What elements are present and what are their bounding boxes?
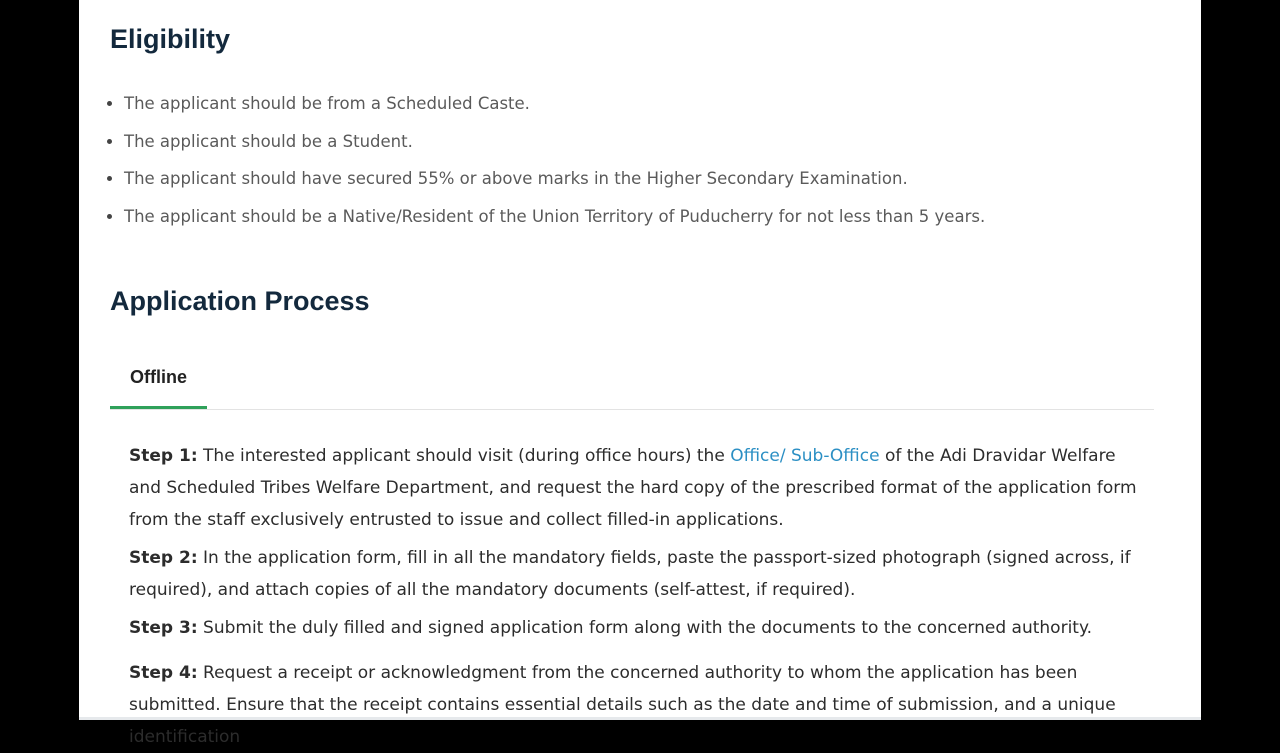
step-label: Step 2: — [129, 548, 198, 568]
step-1: Step 1: The interested applicant should visit (during office hours) the Office/ Sub-Office of the Adi Dravidar Welfare and Scheduled Tribes Welfare Department, and request the hard copy of the prescribed format of the application form from the staff exclusively entrusted to issue and collect filled-in applications. — [129, 446, 1137, 530]
application-steps — [129, 440, 1149, 753]
step-label: Step 3: — [129, 618, 198, 638]
eligibility-heading: Eligibility — [110, 24, 231, 54]
application-mode-tabs — [110, 352, 1154, 410]
eligibility-item: • The applicant should be from a Scheduled Caste. — [124, 86, 1204, 124]
eligibility-item: • The applicant should be a Student. — [124, 124, 1204, 162]
office-sub-office-link[interactable]: Office/ Sub-Office — [730, 446, 880, 466]
eligibility-item: • The applicant should be a Native/Resident of the Union Territory of Puducherry for not less than 5 years. — [124, 199, 1204, 237]
scheme-details-page — [79, 0, 1201, 747]
application-process-heading: Application Process — [110, 286, 370, 316]
eligibility-list — [106, 86, 1204, 236]
step-label: Step 1: — [129, 446, 198, 466]
step-4: Step 4: Request a receipt or acknowledgment from the concerned authority to whom the application has been submitted. Ensure that the receipt contains essential details such as the date and time of submission, and a unique identification — [129, 663, 1116, 747]
step-3: Step 3: Submit the duly filled and signed application form along with the documents to the concerned authority. — [129, 618, 1092, 638]
tab-offline[interactable]: Offline — [110, 352, 207, 409]
step-2: Step 2: In the application form, fill in all the mandatory fields, paste the passport-sized photograph (signed across, if required), and attach copies of all the mandatory documents (self-attest, if required). — [129, 548, 1131, 600]
step-label: Step 4: — [129, 663, 198, 683]
eligibility-item: • The applicant should have secured 55% or above marks in the Higher Secondary Examination. — [124, 161, 1204, 199]
bottom-divider — [79, 717, 1201, 720]
